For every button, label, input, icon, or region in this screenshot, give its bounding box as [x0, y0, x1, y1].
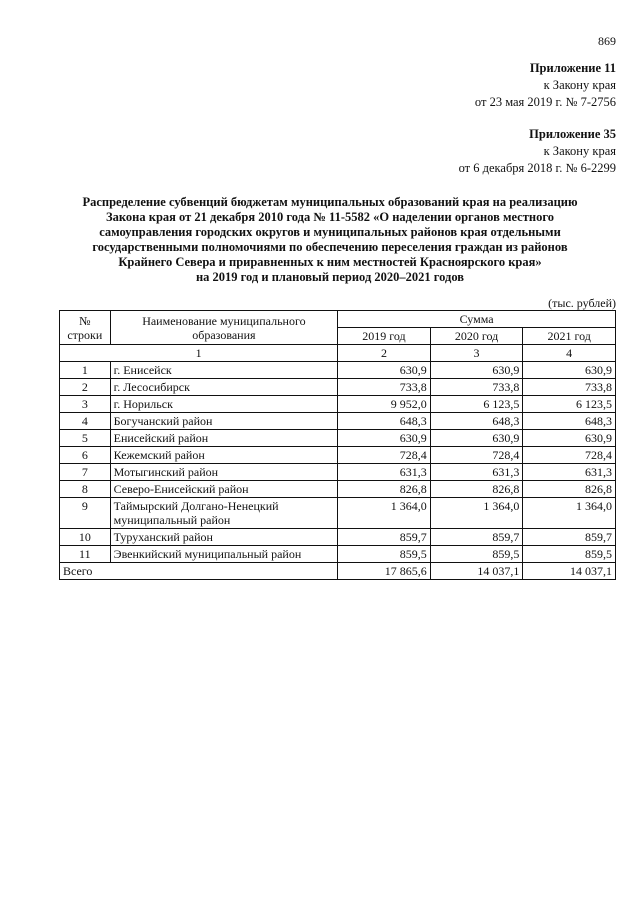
- municipality-name: Туруханский район: [110, 529, 338, 546]
- municipality-name: Богучанский район: [110, 413, 338, 430]
- amount-2020: 631,3: [430, 464, 523, 481]
- appendix-current-block: [475, 60, 616, 111]
- amount-2020: 6 123,5: [430, 396, 523, 413]
- row-number: 8: [60, 481, 111, 498]
- amount-2020: 630,9: [430, 430, 523, 447]
- amount-2019: 826,8: [338, 481, 431, 498]
- amount-2020: 630,9: [430, 362, 523, 379]
- row-number: 6: [60, 447, 111, 464]
- column-number-4: 4: [523, 345, 616, 362]
- amount-2021: 631,3: [523, 464, 616, 481]
- amount-2021: 859,7: [523, 529, 616, 546]
- table-row: [60, 546, 616, 563]
- table-row: [60, 413, 616, 430]
- column-number-1: 1: [60, 345, 338, 362]
- total-label: Всего: [60, 563, 338, 580]
- municipality-name: Енисейский район: [110, 430, 338, 447]
- header-year-2020: 2020 год: [430, 328, 523, 345]
- row-number: 5: [60, 430, 111, 447]
- appendix-original-title: Приложение 35: [529, 127, 616, 141]
- amount-2021: 6 123,5: [523, 396, 616, 413]
- amount-2020: 826,8: [430, 481, 523, 498]
- page-number: 869: [598, 34, 616, 48]
- header-year-2021: 2021 год: [523, 328, 616, 345]
- row-number: 3: [60, 396, 111, 413]
- amount-2019: 728,4: [338, 447, 431, 464]
- row-number: 4: [60, 413, 111, 430]
- municipality-name: Мотыгинский район: [110, 464, 338, 481]
- municipality-name: Кежемский район: [110, 447, 338, 464]
- amount-2021: 733,8: [523, 379, 616, 396]
- amount-2020: 733,8: [430, 379, 523, 396]
- document-title: [60, 195, 600, 285]
- municipality-name: Эвенкийский муниципальный район: [110, 546, 338, 563]
- column-number-2: 2: [338, 345, 431, 362]
- units-label: (тыс. рублей): [548, 296, 616, 310]
- title-line: самоуправления городских округов и муниципальных районов края отдельными: [99, 225, 561, 239]
- amount-2019: 630,9: [338, 430, 431, 447]
- amount-2021: 859,5: [523, 546, 616, 563]
- subsidy-table: [59, 310, 616, 580]
- appendix-current-law: к Закону края: [543, 78, 616, 92]
- total-2021: 14 037,1: [523, 563, 616, 580]
- municipality-name: Северо-Енисейский район: [110, 481, 338, 498]
- amount-2021: 728,4: [523, 447, 616, 464]
- title-line: государственными полномочиями по обеспечению переселения граждан из районов: [92, 240, 568, 254]
- title-line: Закона края от 21 декабря 2010 года № 11-5582 «О наделении органов местного: [106, 210, 554, 224]
- table-row: [60, 362, 616, 379]
- table-row: [60, 379, 616, 396]
- row-number: 7: [60, 464, 111, 481]
- title-line: Крайнего Севера и приравненных к ним местностей Красноярского края»: [118, 255, 542, 269]
- amount-2019: 631,3: [338, 464, 431, 481]
- amount-2020: 648,3: [430, 413, 523, 430]
- amount-2020: 859,7: [430, 529, 523, 546]
- amount-2020: 728,4: [430, 447, 523, 464]
- amount-2019: 859,5: [338, 546, 431, 563]
- header-row-number: № строки: [60, 311, 111, 345]
- row-number: 9: [60, 498, 111, 529]
- amount-2019: 733,8: [338, 379, 431, 396]
- table-row: [60, 396, 616, 413]
- table-row: [60, 498, 616, 529]
- row-number: 10: [60, 529, 111, 546]
- municipality-name: г. Лесосибирск: [110, 379, 338, 396]
- municipality-name: г. Норильск: [110, 396, 338, 413]
- amount-2021: 826,8: [523, 481, 616, 498]
- amount-2019: 1 364,0: [338, 498, 431, 529]
- amount-2019: 630,9: [338, 362, 431, 379]
- table-row: [60, 430, 616, 447]
- column-number-3: 3: [430, 345, 523, 362]
- amount-2020: 859,5: [430, 546, 523, 563]
- total-2020: 14 037,1: [430, 563, 523, 580]
- appendix-original-block: [459, 126, 616, 177]
- header-sum: Сумма: [338, 311, 616, 328]
- amount-2020: 1 364,0: [430, 498, 523, 529]
- amount-2021: 630,9: [523, 362, 616, 379]
- header-year-2019: 2019 год: [338, 328, 431, 345]
- total-2019: 17 865,6: [338, 563, 431, 580]
- amount-2021: 1 364,0: [523, 498, 616, 529]
- amount-2019: 648,3: [338, 413, 431, 430]
- amount-2019: 9 952,0: [338, 396, 431, 413]
- municipality-name: Таймырский Долгано-Ненецкий муниципальный район: [110, 498, 338, 529]
- table-row: [60, 447, 616, 464]
- title-line: на 2019 год и плановый период 2020–2021 годов: [195, 270, 465, 284]
- table-row: [60, 529, 616, 546]
- row-number: 11: [60, 546, 111, 563]
- row-number: 1: [60, 362, 111, 379]
- amount-2019: 859,7: [338, 529, 431, 546]
- amount-2021: 648,3: [523, 413, 616, 430]
- appendix-current-date: от 23 мая 2019 г. № 7-2756: [474, 95, 616, 109]
- header-municipality: Наименование муниципального образования: [110, 311, 338, 345]
- amount-2021: 630,9: [523, 430, 616, 447]
- municipality-name: г. Енисейск: [110, 362, 338, 379]
- appendix-original-date: от 6 декабря 2018 г. № 6-2299: [458, 161, 616, 175]
- table-row: [60, 481, 616, 498]
- total-row: [60, 563, 616, 580]
- table-row: [60, 464, 616, 481]
- title-line: Распределение субвенций бюджетам муниципальных образований края на реализацию: [82, 195, 578, 209]
- appendix-current-title: Приложение 11: [529, 61, 616, 75]
- appendix-original-law: к Закону края: [543, 144, 616, 158]
- row-number: 2: [60, 379, 111, 396]
